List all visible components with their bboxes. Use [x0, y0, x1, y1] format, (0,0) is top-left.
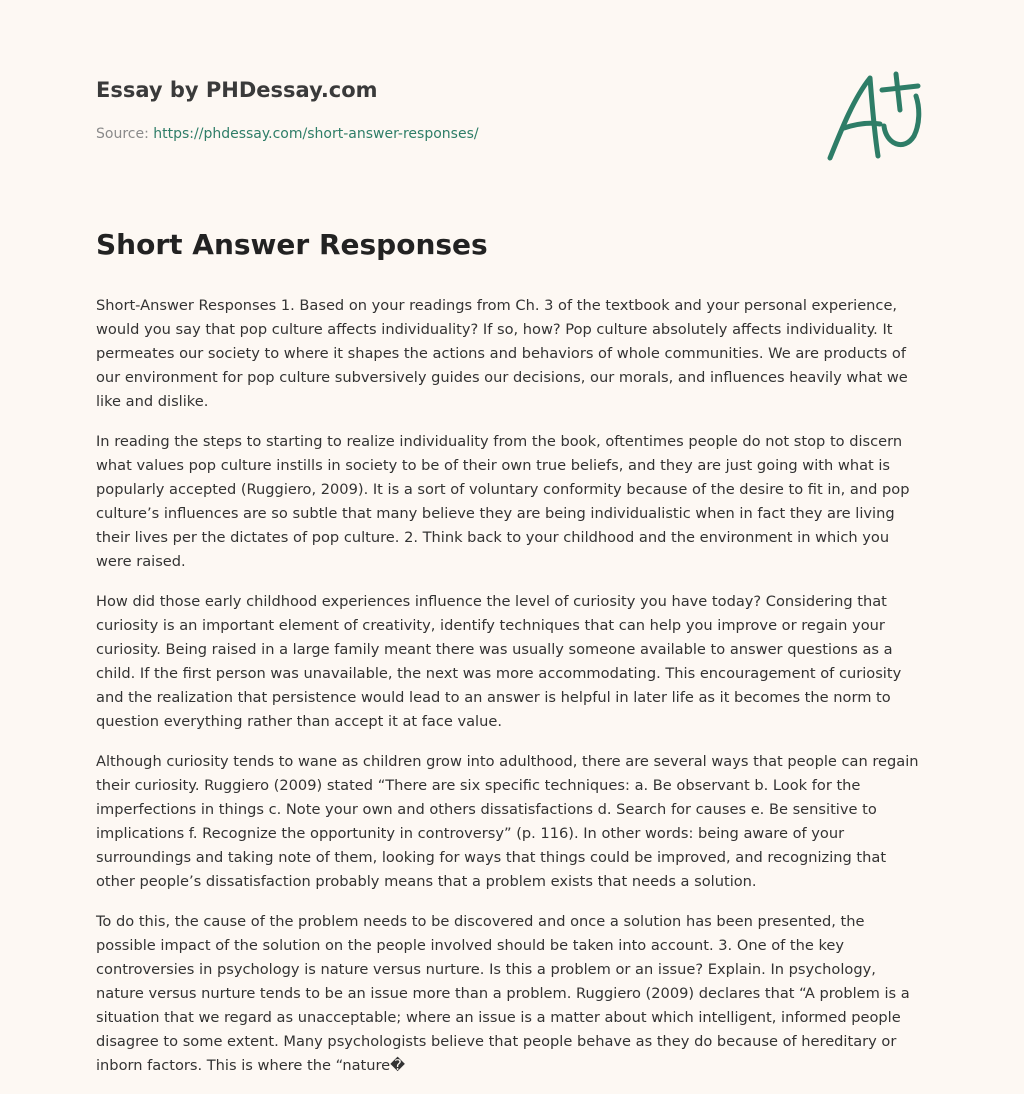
essay-article: [96, 226, 928, 1094]
paragraph-4: Although curiosity tends to wane as children grow into adulthood, there are several ways that people can regain their curiosity. Ruggiero (2009) stated “There are six specific techniques: a. Be observant b. Look for the imperfections in things c. Note your own and others dissatisfactions d. Search for causes e. Be sensitive to implications f. Recognize the opportunity in controversy” (p. 116). In other words: being aware of your surroundings and taking note of them, looking for ways that things could be improved, and recognizing that other people’s dissatisfaction probably means that a problem exists that needs a solution.: [96, 753, 919, 890]
paragraph-5: To do this, the cause of the problem needs to be discovered and once a solution has been presented, the possible impact of the solution on the people involved should be taken into account. 3. One of the key controversies in psychology is nature versus nurture. Is this a problem or an issue? Explain. In psychology, nature versus nurture tends to be an issue more than a problem. Ruggiero (2009) declares that “A problem is a situation that we regard as unacceptable; where an issue is a matter about which intelligent, informed people disagree to some extent. Many psychologists believe that people behave as they do because of hereditary or inborn factors. This is where the “nature�: [96, 913, 910, 1074]
article-title: Short Answer Responses: [96, 228, 488, 261]
paragraph-1: Short-Answer Responses 1. Based on your readings from Ch. 3 of the textbook and your personal experience, would you say that pop culture affects individuality? If so, how? Pop culture absolutely affects individuality. It permeates our society to where it shapes the actions and behaviors of whole communities. We are products of our environment for pop culture subversively guides our decisions, our morals, and influences heavily what we like and dislike.: [96, 297, 908, 410]
paragraph-3: How did those early childhood experiences influence the level of curiosity you have today? Considering that curiosity is an important element of creativity, identify techniques that can help you improve or regain your curiosity. Being raised in a large family meant there was usually someone available to answer questions as a child. If the first person was unavailable, the next was more accommodating. This encouragement of curiosity and the realization that persistence would lead to an answer is helpful in later life as it becomes the norm to question everything rather than accept it at face value.: [96, 593, 902, 730]
source-line: [96, 124, 796, 144]
paragraph-2: In reading the steps to starting to realize individuality from the book, oftentimes people do not stop to discern what values pop culture instills in society to be of their own true beliefs, and they are just going with what is popularly accepted (Ruggiero, 2009). It is a sort of voluntary conformity because of the desire to fit in, and pop culture’s influences are so subtle that many believe they are being individualistic when in fact they are living their lives per the dictates of pop culture. 2. Think back to your childhood and the environment in which you were raised.: [96, 433, 910, 570]
essay-header: [96, 76, 796, 144]
source-link[interactable]: https://phdessay.com/short-answer-responses/: [153, 126, 479, 142]
brand-title: Essay by PHDessay.com: [96, 78, 378, 102]
a-plus-grade-icon: [820, 66, 930, 166]
source-label: Source:: [96, 126, 154, 142]
